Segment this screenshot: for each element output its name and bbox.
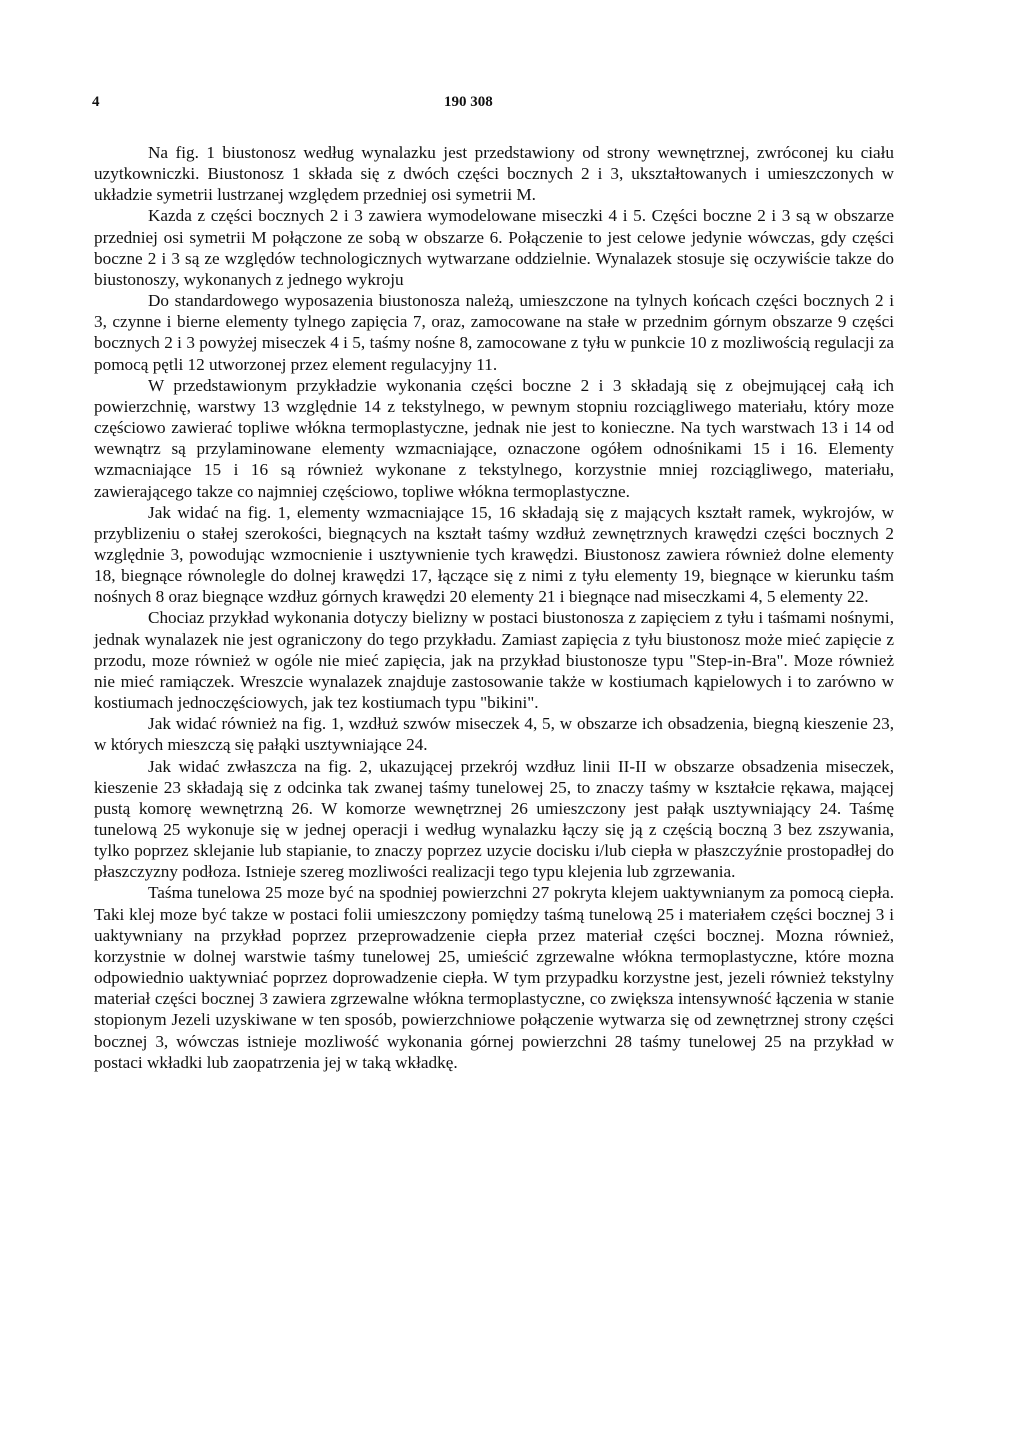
paragraph: Kazda z części bocznych 2 i 3 zawiera wymodelowane miseczki 4 i 5. Części boczne 2 i 3 są w obszarze przedniej osi symetrii M połączone ze sobą w obszarze 6. Połączenie to jest celowe jedynie wówczas, gdy części boczne 2 i 3 są ze względów technologicznych wytwarzane oddzielnie. Wynalazek stosuje się oczywiście takze do biustonoszy, wykonanych z jednego wykroju — [94, 206, 894, 289]
paragraph: Do standardowego wyposazenia biustonosza należą, umieszczone na tylnych końcach części bocznych 2 i 3, czynne i bierne elementy tylnego zapięcia 7, oraz, zamocowane na stałe w przednim górnym obszarze 9 części bocznych 2 i 3 powyżej miseczek 4 i 5, taśmy nośne 8, zamocowane z tyłu w punkcie 10 z mozliwością regulacji za pomocą pętli 12 utworzonej przez element regulacyjny 11. — [94, 291, 894, 374]
paragraph: Chociaz przykład wykonania dotyczy bielizny w postaci biustonosza z zapięciem z tyłu i taśmami nośnymi, jednak wynalazek nie jest ograniczony do tego przykładu. Zamiast zapięcia z tyłu biustonosz może mieć zapięcie z przodu, moze również w ogóle nie mieć zapięcia, jak na przykład biustonosze typu "Step-in-Bra". Moze również nie mieć ramiączek. Wreszcie wynalazek znajduje zastosowanie także w kostiumach kąpielowych i to zarówno w kostiumach jednoczęściowych, jak tez kostiumach typu "bikini". — [94, 608, 894, 713]
page-number: 4 — [92, 94, 100, 110]
paragraph: Na fig. 1 biustonosz według wynalazku jest przedstawiony od strony wewnętrznej, zwróconej ku ciału uzytkowniczki. Biustonosz 1 składa się z dwóch części bocznych 2 i 3, ukształtowanych i umieszczonych w układzie symetrii lustrzanej względem przedniej osi symetrii M. — [94, 143, 894, 205]
document-body — [94, 142, 894, 1073]
paragraph: Taśma tunelowa 25 moze być na spodniej powierzchni 27 pokryta klejem uaktywnianym za pomocą ciepła. Taki klej moze być takze w postaci folii umieszczony pomiędzy taśmą tunelową 25 i materiałem części bocznej 3 i uaktywniany na przykład poprzez przeprowadzenie ciepła przez materiał części bocznej. Mozna również, korzystnie w dolnej warstwie taśmy tunelowej 25, umieścić zgrzewalne włókna termoplastyczne, które mozna odpowiednio uaktywniać poprzez doprowadzenie ciepła. W tym przypadku korzystne jest, jezeli również tekstylny materiał części bocznej 3 zawiera zgrzewalne włókna termoplastyczne, co zwiększa intensywność łączenia w stanie stopionym Jezeli uzyskiwane w ten sposób, powierzchniowe połączenie wytwarza się od zewnętrznej strony części bocznej 3, wówczas istnieje mozliwość wykonania górnej powierzchni 28 taśmy tunelowej 25 na przykład w postaci wkładki lub zaopatrzenia jej w taką wkładkę. — [94, 883, 894, 1072]
patent-number: 190 308 — [444, 94, 493, 110]
page-header — [92, 94, 892, 116]
paragraph: Jak widać również na fig. 1, wzdłuż szwów miseczek 4, 5, w obszarze ich obsadzenia, biegną kieszenie 23, w których mieszczą się pałąki usztywniające 24. — [94, 714, 894, 755]
paragraph: W przedstawionym przykładzie wykonania części boczne 2 i 3 składają się z obejmującej całą ich powierzchnię, warstwy 13 względnie 14 z tekstylnego, w pewnym stopniu rozciągliwego materiału, który moze częściowo zawierać topliwe włókna termoplastyczne, jednak nie jest to konieczne. Na tych warstwach 13 i 14 od wewnątrz są przylaminowane elementy wzmacniające, oznaczone ogółem odnośnikami 15 i 16. Elementy wzmacniające 15 i 16 są również wykonane z tekstylnego, korzystnie mniej rozciągliwego, materiału, zawierającego takze co najmniej częściowo, topliwe włókna termoplastyczne. — [94, 375, 894, 501]
paragraph: Jak widać na fig. 1, elementy wzmacniające 15, 16 składają się z mających kształt ramek, wykrojów, w przyblizeniu o stałej szerokości, biegnących na kształt taśmy wzdłuż zewnętrznych krawędzi części bocznych 2 względnie 3, powodując wzmocnienie i usztywnienie tych krawędzi. Biustonosz zawiera również dolne elementy 18, biegnące równolegle do dolnej krawędzi 17, łączące się z nimi z tyłu elementy 19, biegnące w kierunku taśm nośnych 8 oraz biegnące wzdłuz górnych krawędzi 20 elementy 21 i biegnące nad miseczkami 4, 5 elementy 22. — [94, 502, 894, 607]
paragraph: Jak widać zwłaszcza na fig. 2, ukazującej przekrój wzdłuz linii II-II w obszarze obsadzenia miseczek, kieszenie 23 składają się z odcinka tak zwanej taśmy tunelowej 25, to znaczy taśmy w kształcie rękawa, mającej pustą komorę wewnętrzną 26. W komorze wewnętrznej 26 umieszczony jest pałąk usztywniający 24. Taśmę tunelową 25 wykonuje się w jednej operacji i według wynalazku łączy się ją z częścią boczną 3 bez zszywania, tylko poprzez sklejanie lub stapianie, to znaczy poprzez uzycie docisku i/lub ciepła w płaszczyźnie prostopadłej do płaszczyzny podłoza. Istnieje szereg mozliwości realizacji tego typu klejenia lub zgrzewania. — [94, 756, 894, 882]
